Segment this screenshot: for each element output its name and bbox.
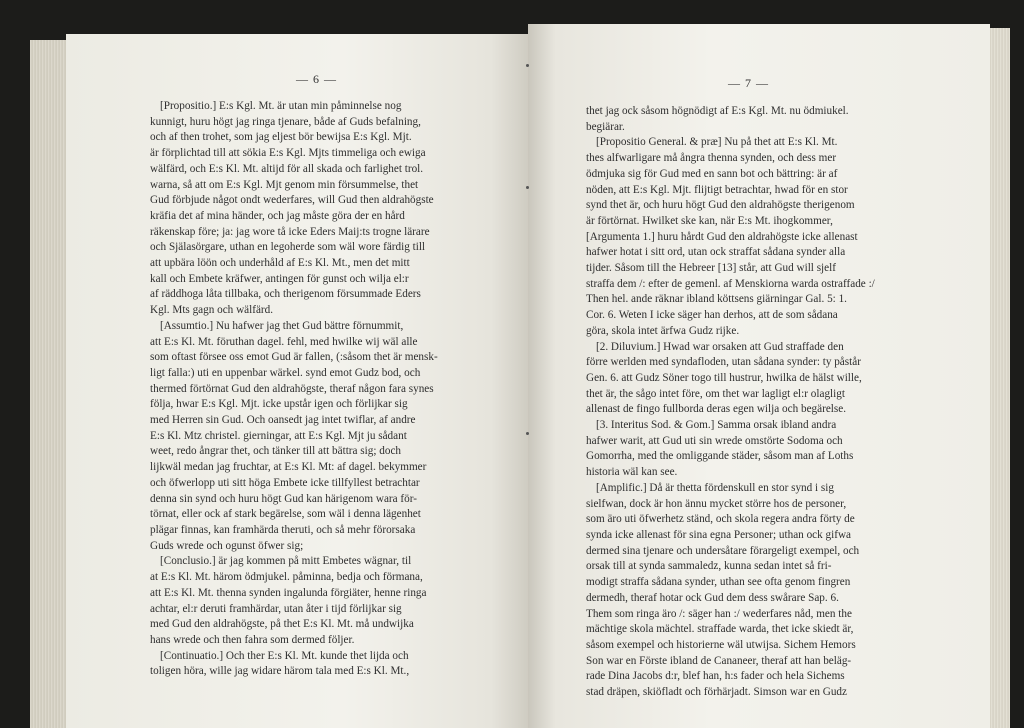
text-line: synda icke allenast för sina egna Personer; uthan ock gifwa [586,528,851,541]
text-line: mächtige skola mächtel. straffade warda, thet icke skiedt är, [586,623,854,636]
text-line: orsak till at synda sammaledz, kunna sedan intet så fri- [586,560,832,573]
text-line: Guds wrede och ogunst öfwer sig; [150,539,304,552]
text-line: Kgl. Mts gagn och wälfärd. [150,304,274,317]
text-line: sielfwan, dock är hon ännu mycket större hos de personer, [586,497,847,510]
text-line: modigt straffa sådana synder, uthan see ofta genom fingren [586,576,851,589]
text-line: hans wrede och then fahra som dermed följer. [150,633,355,646]
text-line: begiärar. [586,120,625,133]
text-line: räkenskap före; ja: jag wore tå icke Eders Maij:ts trogne lärare [150,225,430,238]
text-line: är förplichtad till att sökia E:s Kgl. Mjts timmeliga och ewiga [150,147,426,160]
text-line: achtar, el:r deruti framhärdar, utan åter i tijd förlijkar sig [150,602,402,615]
text-line: Gen. 6. att Gudz Söner togo till hustrur, hwilka de hälst wille, [586,371,862,384]
text-line: Gomorrha, med the omliggande städer, såsom man af Loths [586,450,854,463]
text-line: [Amplific.] Då är thetta fördenskull en stor synd i sig [596,481,834,494]
text-line: Gud förbjude något ondt wederfares, will Gud then aldrahögste [150,194,434,207]
text-line: [Assumtio.] Nu hafwer jag thet Gud bättre förnummit, [160,319,404,332]
text-line: [Continuatio.] Och ther E:s Kl. Mt. kunde thet lijda och [160,649,409,662]
text-line: hafwer hotat i sitt ord, utan ock straffat sådana synder alla [586,246,846,259]
text-line: ligt falla:) uti en uppenbar wärkel. synd emot Gudz bod, och [150,366,421,379]
text-line: att upbära löön och underhåld af E:s Kl. Mt., men det mitt [150,257,410,270]
text-line: straffa dem /: efter de gemenl. af Menskiorna warda ostraffade :/ [586,277,875,290]
text-line: törnat, eller ock af stark begärelse, som wäl i denna lägenhet [150,508,421,521]
text-line: [Argumenta 1.] huru hårdt Gud den aldrahögste icke allenast [586,230,858,243]
gutter-mark [526,186,529,189]
gutter-mark [526,432,529,435]
text-line: historia wäl kan see. [586,466,678,479]
text-line: weet, redo ångrar thet, och tänker till att bättra sig; doch [150,445,402,458]
text-line: följa, hwar E:s Kgl. Mjt. icke upstår igen och förlijkar sig [150,398,408,411]
text-line: och af then trohet, som jag eljest bör bewijsa E:s Kgl. Mjt. [150,131,412,144]
text-line: thermed förtörnat Gud den aldrahögste, theraf någon fara synes [150,382,434,395]
text-line: synd thet är, och huru högt Gud den aldrahögste therigenom [586,199,855,212]
text-line: Then hel. ande räknar ibland köttsens giärningar Gal. 5: 1. [586,293,847,306]
text-line: thet är, the sågo intet före, om thet war lagligt el:r olagligt [586,387,845,400]
text-line: at E:s Kl. Mt. härom ödmjukel. påminna, bedja och förmana, [150,571,423,584]
text-line: kunnigt, huru högt jag ringa tjenare, både af Guds befalning, [150,115,421,128]
text-line: dermedh, theraf hotar ock Gud dem dess swårare Sap. 6. [586,591,839,604]
text-line: plägar finnas, kan framhärda theruti, och så mehr förorsaka [150,523,416,536]
text-line: att E:s Kl. Mt. föruthan dagel. fehl, med hwilke wij wäl alle [150,335,418,348]
text-line: rade Dina Jacobs d:r, blef han, h:s fader och hela Sichems [586,670,845,683]
text-line: denna sin synd och huru högt Gud kan härigenom wara för- [150,492,417,505]
right-page-edges [988,28,1010,728]
text-line: E:s Kl. Mtz christel. gierningar, att E:s Kgl. Mjt ju sådant [150,429,407,442]
gutter-mark [526,64,529,67]
text-line: Cor. 6. Weten I icke säger han derhos, att de som sådana [586,309,838,322]
text-line: [Conclusio.] är jag kommen på mitt Embetes wägnar, til [160,555,412,568]
text-line: [Propositio General. & præ] Nu på thet att E:s Kl. Mt. [596,136,838,149]
text-line: dermed sina tjenare och undersåtare förargeligt exempel, och [586,544,860,557]
text-line: [Propositio.] E:s Kgl. Mt. är utan min påminnelse nog [160,100,402,112]
text-line: toligen höra, wille jag widare härom tala med E:s Kl. Mt., [150,665,410,678]
text-line: [3. Interitus Sod. & Gom.] Samma orsak ibland andra [596,419,837,432]
text-line: göra, skola intet ärfwa Gudz rijke. [586,324,740,337]
text-line: ödmjuka sig för Gud med en sann bot och bättring: är af [586,167,838,180]
text-line: kräfia det af mina händer, och jag måste göra der en hård [150,209,405,222]
left-page-body [150,99,456,680]
text-line: med Herren sin Gud. Och oansedt jag intet twiflar, af andre [150,414,416,427]
text-line: som äro uti öfwerhetz ständ, och skola regera andra förty de [586,513,855,526]
text-line: Them som ringa äro /: säger han :/ wederfares nåd, men the [586,607,852,620]
page-number-left: — 6 — [296,72,337,86]
right-page-body [586,104,906,701]
text-line: som oftast försee oss emot Gud är fallen, (:såsom thet är mensk- [150,351,438,364]
text-line: kall och Embete kräfwer, antingen för gunst och wilja el:r [150,272,409,285]
text-line: och Själasörgare, uthan en legoherde som wäl wore färdig till [150,241,426,254]
text-line: thes alfwarligare må ångra thenna synden, och dess mer [586,152,837,165]
text-line: att E:s Kl. Mt. thenna synden ingalunda förgiäter, henne ringa [150,586,427,599]
text-line: med Gud den aldrahögste, på thet E:s Kl. Mt. må undwijka [150,618,414,631]
text-line: såsom exempel och historierne wäl utwijsa. Sichem Hemors [586,638,856,651]
text-line: nöden, att E:s Kgl. Mjt. flijtigt betrachtar, hwad för en stor [586,183,848,196]
text-line: Son war en Förste ibland de Cananeer, theraf att han beläg- [586,654,852,667]
text-line: hafwer warit, att Gud uti sin wrede omstörte Sodoma och [586,434,843,447]
page-number-right: — 7 — [728,76,769,90]
text-line: af räddhoga låta tillbaka, och therigenom försummade Eders [150,288,421,301]
text-line: wälfärd, och E:s Kl. Mt. altijd för all skada och farlighet trol. [150,162,424,175]
text-line: stad dräpen, skiöfladt och förhärjadt. Simson war en Gudz [586,686,847,699]
left-page-edges [30,40,68,728]
text-line: warna, så att om E:s Kgl. Mjt genom min försummelse, thet [150,178,419,191]
text-line: lijkwäl medan jag fruchtar, at E:s Kl. Mt: af dagel. bekymmer [150,461,427,474]
text-line: tijder. Såsom till the Hebreer [13] står, att Gud will sjelf [586,262,836,275]
text-line: [2. Diluvium.] Hwad war orsaken att Gud straffade den [596,340,844,353]
text-line: allenast de fingo fullborda deras egen wilja och begärelse. [586,403,847,416]
text-line: och öfwerlopp uti sitt höga Embete icke tillfyllest betrachtar [150,476,420,489]
text-line: förre werlden med syndafloden, utan sådana synder: ty påstår [586,356,861,369]
text-line: thet jag ock såsom högnödigt af E:s Kgl. Mt. nu ödmiukel. [586,105,849,117]
left-page [66,34,528,728]
text-line: är förtörnat. Hwilket ske kan, när E:s Mt. ihogkommer, [586,214,833,227]
right-page [528,24,990,728]
